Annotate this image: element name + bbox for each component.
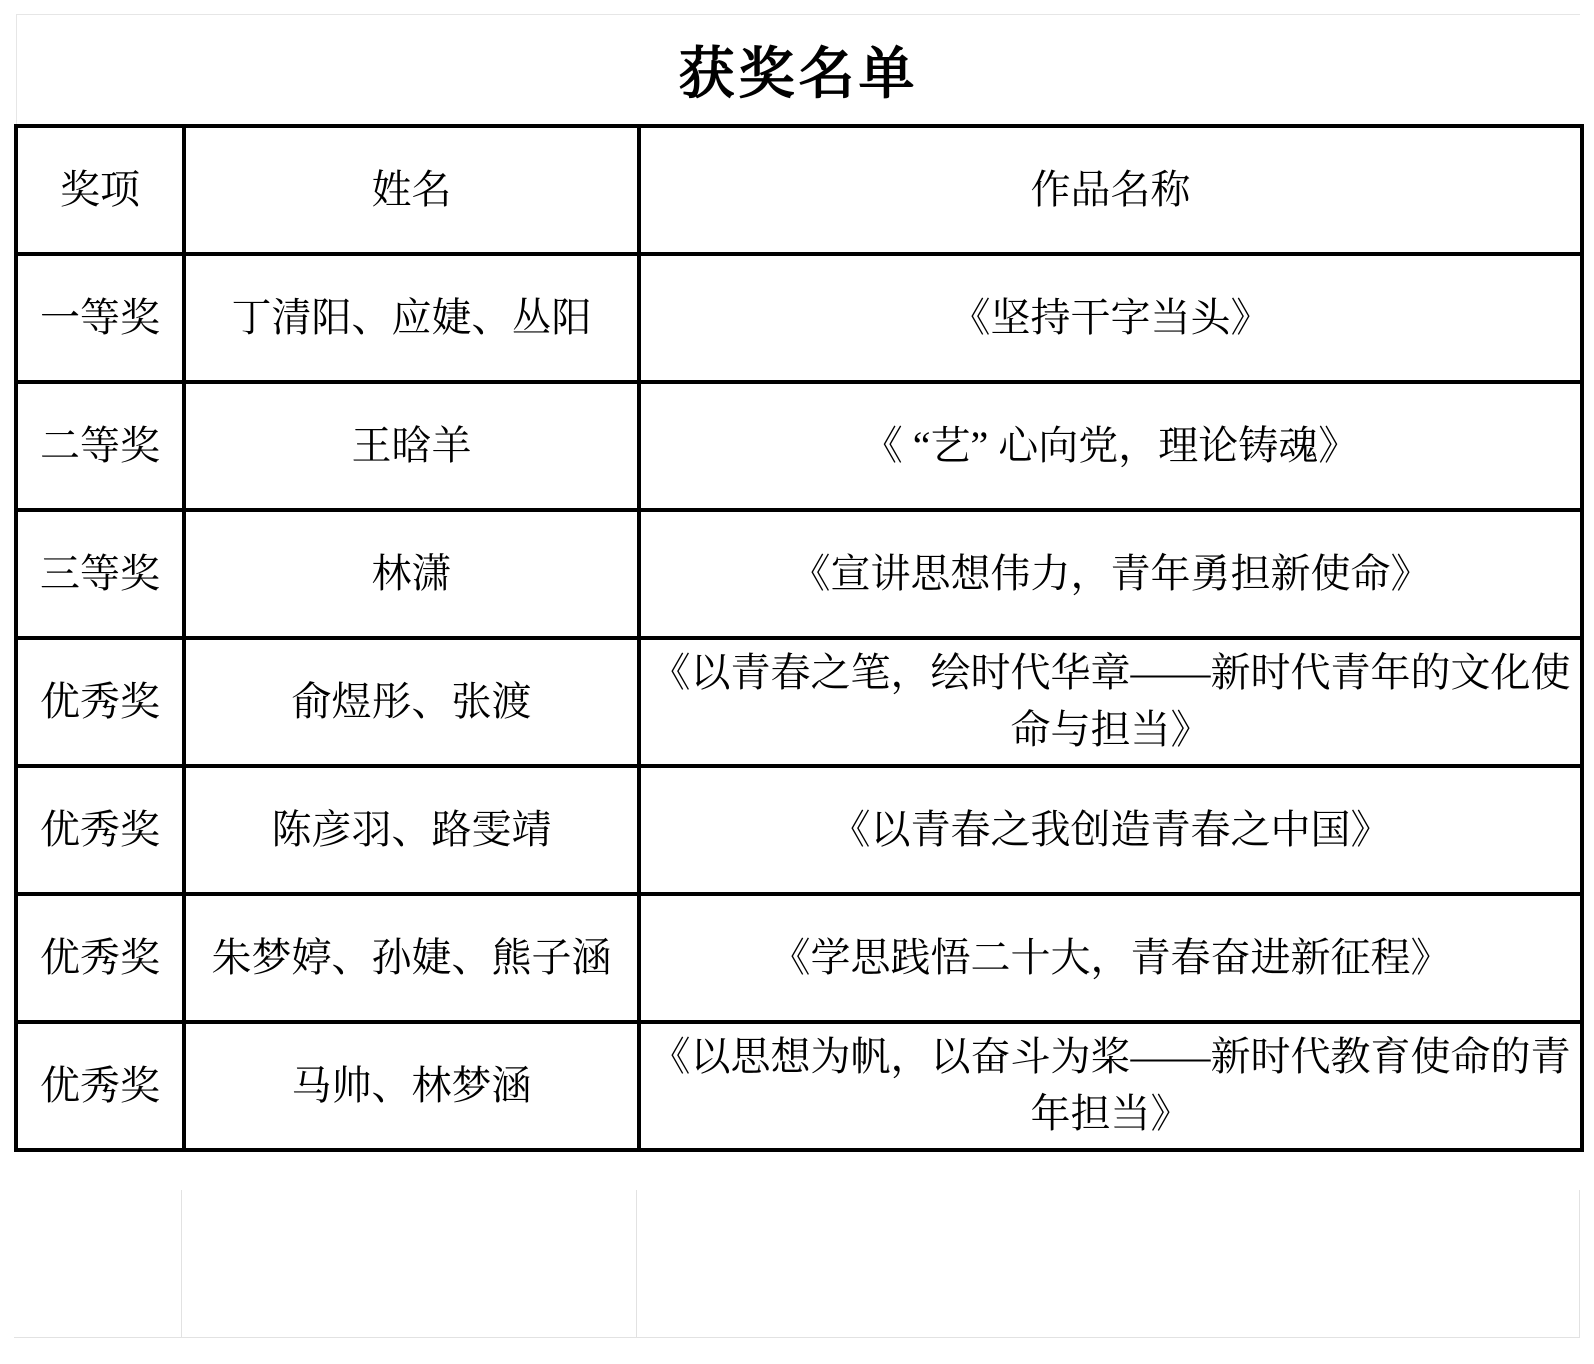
cell-names: 林潇 (184, 510, 639, 638)
cell-award: 优秀奖 (16, 894, 184, 1022)
header-award: 奖项 (16, 126, 184, 254)
page-title: 获奖名单 (16, 14, 1580, 124)
cell-names: 陈彦羽、路雯靖 (184, 766, 639, 894)
table-header-row (16, 126, 1582, 254)
awards-table (14, 124, 1584, 1152)
empty-cell (14, 1190, 182, 1338)
cell-award: 一等奖 (16, 254, 184, 382)
cell-award: 优秀奖 (16, 1022, 184, 1150)
cell-names: 丁清阳、应婕、丛阳 (184, 254, 639, 382)
header-names: 姓名 (184, 126, 639, 254)
table-row (16, 766, 1582, 894)
cell-work: 《 “艺” 心向党，理论铸魂》 (639, 382, 1582, 510)
cell-work: 《宣讲思想伟力，青年勇担新使命》 (639, 510, 1582, 638)
cell-work: 《以青春之笔，绘时代华章——新时代青年的文化使命与担当》 (639, 638, 1582, 766)
cell-names: 朱梦婷、孙婕、熊子涵 (184, 894, 639, 1022)
cell-award: 二等奖 (16, 382, 184, 510)
cell-work: 《坚持干字当头》 (639, 254, 1582, 382)
table-row (16, 638, 1582, 766)
table-row (16, 510, 1582, 638)
table-row (16, 254, 1582, 382)
cell-work: 《学思践悟二十大，青春奋进新征程》 (639, 894, 1582, 1022)
empty-cell (637, 1190, 1580, 1338)
empty-grid-row (14, 1190, 1580, 1338)
cell-names: 马帅、林梦涵 (184, 1022, 639, 1150)
cell-names: 王晗羊 (184, 382, 639, 510)
table-row (16, 382, 1582, 510)
table-row (16, 894, 1582, 1022)
cell-work: 《以青春之我创造青春之中国》 (639, 766, 1582, 894)
cell-award: 优秀奖 (16, 638, 184, 766)
empty-cell (182, 1190, 637, 1338)
cell-award: 优秀奖 (16, 766, 184, 894)
cell-award: 三等奖 (16, 510, 184, 638)
cell-names: 俞煜彤、张渡 (184, 638, 639, 766)
header-work: 作品名称 (639, 126, 1582, 254)
table-row (16, 1022, 1582, 1150)
cell-work: 《以思想为帆，以奋斗为桨——新时代教育使命的青年担当》 (639, 1022, 1582, 1150)
